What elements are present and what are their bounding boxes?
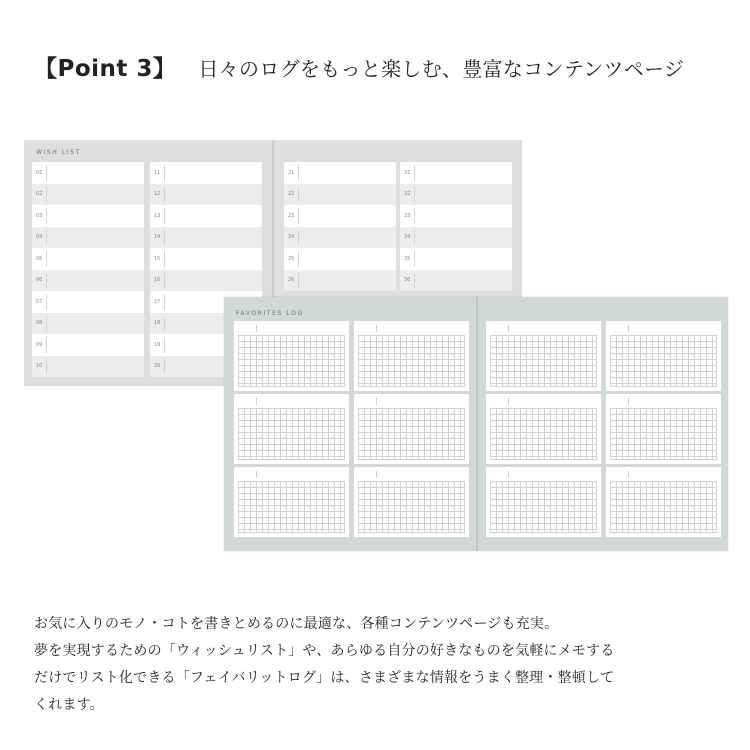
wish-list-row-rule <box>164 251 165 267</box>
wish-list-row-rule <box>298 273 299 289</box>
favorites-log-cell-divider <box>628 398 629 405</box>
wish-list-row <box>32 270 144 292</box>
wish-list-row <box>32 205 144 227</box>
wish-list-row-number: 21 <box>288 169 295 176</box>
wish-list-row <box>32 162 144 184</box>
wish-list-row <box>400 205 512 227</box>
favorites-log-cell <box>486 394 601 464</box>
wish-list-row-number: 03 <box>36 212 43 219</box>
wish-list-row-rule <box>414 273 415 289</box>
wish-list-row <box>150 205 262 227</box>
favorites-log-cell-grid <box>358 335 465 387</box>
wish-list-column <box>284 162 396 291</box>
wish-list-row-number: 26 <box>288 277 295 284</box>
wish-list-row-number: 22 <box>288 191 295 198</box>
favorites-log-cell <box>234 394 349 464</box>
wish-list-row-rule <box>46 359 47 375</box>
favorites-log-cell <box>234 467 349 537</box>
page-title: 日々のログをもっと楽しむ、豊富なコンテンツページ <box>198 57 685 81</box>
wish-list-row-rule <box>414 165 415 181</box>
description-line: 夢を実現するための「ウィッシュリスト」や、あらゆる自分の好きなものを気軽にメモする <box>34 643 615 659</box>
wish-list-row-rule <box>46 251 47 267</box>
wish-list-row <box>32 248 144 270</box>
wish-list-row <box>32 313 144 335</box>
wish-list-row <box>32 291 144 313</box>
wish-list-row <box>150 162 262 184</box>
wish-list-row-rule <box>46 187 47 203</box>
wish-list-row-rule <box>164 294 165 310</box>
wish-list-row-number: 12 <box>154 191 161 198</box>
wish-list-row <box>400 270 512 292</box>
wish-list-row-number: 04 <box>36 234 43 241</box>
wish-list-row-number: 34 <box>404 234 411 241</box>
favorites-log-cell <box>606 394 721 464</box>
wish-list-row-number: 08 <box>36 320 43 327</box>
favorites-log-cell-divider <box>376 398 377 405</box>
favorites-log-cell-grid <box>238 408 345 460</box>
wish-list-row-rule <box>414 251 415 267</box>
favorites-log-cell-divider <box>256 325 257 332</box>
wish-list-row <box>150 227 262 249</box>
wish-list-row-rule <box>46 273 47 289</box>
favorites-log-cell-divider <box>256 398 257 405</box>
favorites-log-cell-grid <box>610 335 717 387</box>
favorites-log-cell-divider <box>508 471 509 478</box>
wish-list-row-number: 11 <box>154 169 161 176</box>
wish-list-row-number: 06 <box>36 277 43 284</box>
wish-list-row-number: 25 <box>288 255 295 262</box>
wish-list-row-rule <box>164 316 165 332</box>
wish-list-row-number: 24 <box>288 234 295 241</box>
wish-list-row-rule <box>414 187 415 203</box>
wish-list-row-rule <box>46 230 47 246</box>
favorites-log-cell <box>486 467 601 537</box>
wish-list-row-rule <box>164 165 165 181</box>
wish-list-row-number: 33 <box>404 212 411 219</box>
wish-list-row-rule <box>298 251 299 267</box>
wish-list-row-number: 20 <box>154 363 161 370</box>
favorites-log-cell-divider <box>628 471 629 478</box>
wish-list-row <box>32 227 144 249</box>
wish-list-row-rule <box>414 230 415 246</box>
wish-list-row <box>150 248 262 270</box>
favorites-log-cell <box>606 467 721 537</box>
wish-list-column <box>32 162 144 377</box>
wish-list-row-number: 09 <box>36 341 43 348</box>
favorites-log-cell-grid <box>238 335 345 387</box>
wish-list-row <box>32 334 144 356</box>
favorites-log-cell-grid <box>490 408 597 460</box>
description-line: くれます。 <box>34 697 104 713</box>
wish-list-row-number: 18 <box>154 320 161 327</box>
description-line: だけでリスト化できる「フェイバリットログ」は、さまざまな情報をうまく整理・整頓して <box>34 670 615 686</box>
wish-list-row <box>32 356 144 378</box>
wish-list-row-number: 23 <box>288 212 295 219</box>
favorites-log-cell <box>354 394 469 464</box>
wish-list-row-rule <box>164 273 165 289</box>
wish-list-column <box>400 162 512 291</box>
wish-list-row-number: 15 <box>154 255 161 262</box>
favorites-log-gutter <box>476 297 478 551</box>
favorites-log-cell-divider <box>628 325 629 332</box>
wish-list-row-rule <box>298 165 299 181</box>
favorites-log-cell <box>354 467 469 537</box>
favorites-log-cell <box>486 321 601 391</box>
wish-list-row-number: 17 <box>154 298 161 305</box>
wish-list-row-rule <box>164 208 165 224</box>
favorites-log-label: FAVORITES LOG <box>236 310 304 317</box>
wish-list-row <box>284 270 396 292</box>
wish-list-row-rule <box>164 230 165 246</box>
wish-list-row-number: 16 <box>154 277 161 284</box>
wish-list-row-rule <box>46 165 47 181</box>
wish-list-row <box>400 184 512 206</box>
wish-list-row-number: 32 <box>404 191 411 198</box>
favorites-log-cell <box>606 321 721 391</box>
wish-list-row <box>284 227 396 249</box>
wish-list-row-rule <box>414 208 415 224</box>
favorites-log-cell-grid <box>490 335 597 387</box>
favorites-log-cell-grid <box>358 481 465 533</box>
wish-list-row <box>150 184 262 206</box>
favorites-log-cell-grid <box>610 408 717 460</box>
favorites-log-cell-divider <box>376 325 377 332</box>
wish-list-row-rule <box>298 208 299 224</box>
favorites-log-cell-grid <box>358 408 465 460</box>
wish-list-row <box>284 162 396 184</box>
wish-list-row <box>400 248 512 270</box>
favorites-log-cell-grid <box>490 481 597 533</box>
wish-list-row-rule <box>164 337 165 353</box>
wish-list-row-number: 01 <box>36 169 43 176</box>
wish-list-label: WISH LIST <box>36 149 81 156</box>
wish-list-row <box>150 270 262 292</box>
wish-list-row-number: 35 <box>404 255 411 262</box>
wish-list-row-number: 02 <box>36 191 43 198</box>
wish-list-row-number: 07 <box>36 298 43 305</box>
point-label: 【Point 3】 <box>34 56 177 82</box>
wish-list-row-rule <box>298 187 299 203</box>
wish-list-row-number: 14 <box>154 234 161 241</box>
wish-list-row <box>400 162 512 184</box>
wish-list-row-rule <box>46 316 47 332</box>
wish-list-row-number: 19 <box>154 341 161 348</box>
wish-list-row-number: 13 <box>154 212 161 219</box>
wish-list-row <box>32 184 144 206</box>
page-heading <box>34 50 684 83</box>
wish-list-row-rule <box>164 187 165 203</box>
wish-list-row-rule <box>46 294 47 310</box>
description <box>34 611 724 719</box>
wish-list-row-number: 31 <box>404 169 411 176</box>
wish-list-row <box>400 227 512 249</box>
wish-list-row-rule <box>46 337 47 353</box>
favorites-log-cell <box>354 321 469 391</box>
favorites-log-cell-divider <box>256 471 257 478</box>
favorites-log-cell-divider <box>508 398 509 405</box>
wish-list-row-rule <box>164 359 165 375</box>
favorites-log-cell-divider <box>376 471 377 478</box>
wish-list-row-number: 05 <box>36 255 43 262</box>
wish-list-row-number: 36 <box>404 277 411 284</box>
favorites-log-cell <box>234 321 349 391</box>
wish-list-row <box>284 248 396 270</box>
favorites-log-cell-grid <box>238 481 345 533</box>
wish-list-row <box>284 184 396 206</box>
favorites-log-spread <box>224 297 728 551</box>
favorites-log-cell-grid <box>610 481 717 533</box>
wish-list-row-rule <box>46 208 47 224</box>
favorites-log-cell-divider <box>508 325 509 332</box>
wish-list-row-number: 10 <box>36 363 43 370</box>
wish-list-row <box>284 205 396 227</box>
description-line: お気に入りのモノ・コトを書きとめるのに最適な、各種コンテンツページも充実。 <box>34 616 559 632</box>
wish-list-row-rule <box>298 230 299 246</box>
